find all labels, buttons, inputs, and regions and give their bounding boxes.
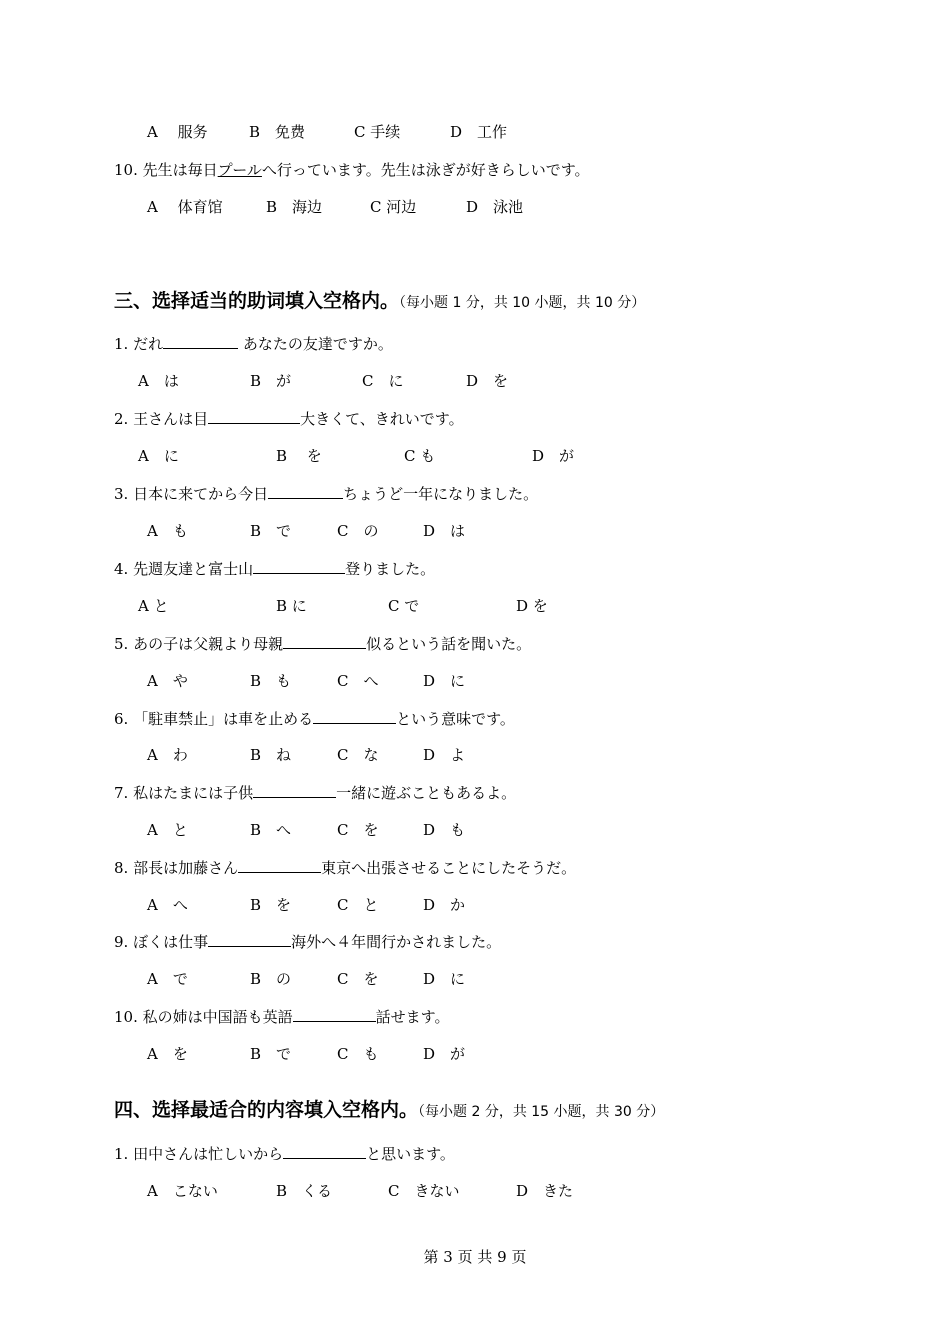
s3-question-4	[114, 558, 435, 579]
s3q10-option-d: D が	[423, 1045, 466, 1063]
question-text-pre: だれ	[133, 335, 164, 353]
q10-option-b: B 海边	[266, 198, 323, 216]
s3q5-option-c: C へ	[337, 672, 379, 690]
s3q10-option-c: C も	[337, 1045, 379, 1063]
answer-blank	[163, 333, 238, 349]
question-10	[114, 160, 590, 180]
q9-option-a: A 服务	[147, 123, 208, 141]
s3q2-option-d: D が	[532, 447, 575, 465]
question-number: 10.	[114, 161, 138, 179]
s3-question-6	[114, 708, 515, 729]
s3-question-5	[114, 633, 531, 654]
question-number: 8.	[114, 859, 129, 877]
s3-question-10	[114, 1006, 449, 1027]
s3q9-option-d: D に	[423, 970, 466, 988]
s3q5-option-a: A や	[147, 672, 188, 690]
page-number-footer: 第 3 页 共 9 页	[423, 1248, 527, 1266]
s3q1-option-c: C に	[362, 372, 404, 390]
question-number: 2.	[114, 410, 129, 428]
section-4-note: （每小题 2 分，共 15 小题，共 30 分）	[418, 1104, 665, 1120]
s3q10-option-b: B で	[250, 1045, 292, 1063]
s3-question-2	[114, 408, 464, 429]
s3q5-option-b: B も	[250, 672, 292, 690]
section-3-heading	[114, 289, 645, 315]
s3q4-option-b: B に	[276, 597, 307, 615]
question-number: 4.	[114, 560, 129, 578]
question-text-post: 登りました。	[345, 560, 436, 578]
q9-option-d: D 工作	[450, 123, 508, 141]
question-text-pre: あの子は父親より母親	[133, 635, 284, 653]
question-text-pre: 私の姉は中国語も英語	[142, 1008, 293, 1026]
answer-blank	[268, 483, 343, 499]
s3q8-option-b: B を	[250, 896, 292, 914]
s3q7-option-c: C を	[337, 821, 379, 839]
s3q3-option-b: B で	[250, 522, 292, 540]
question-number: 1.	[114, 1145, 129, 1163]
s3q3-option-c: C の	[337, 522, 379, 540]
s3q6-option-d: D よ	[423, 746, 466, 764]
question-text-post: 海外へ４年間行かされました。	[291, 933, 502, 951]
section-3-note: （每小题 1 分，共 10 小题，共 10 分）	[399, 295, 646, 311]
answer-blank	[208, 408, 300, 424]
answer-blank	[208, 931, 291, 947]
s3q4-option-c: C で	[388, 597, 420, 615]
q10-option-d: D 泳池	[466, 198, 524, 216]
s3-question-8	[114, 857, 576, 878]
q10-option-a: A 体育馆	[147, 198, 223, 216]
question-text-post: 似るという話を聞いた。	[366, 635, 532, 653]
question-text-post: と思います。	[366, 1145, 455, 1163]
section-4-heading	[114, 1098, 664, 1124]
s3q8-option-d: D か	[423, 896, 466, 914]
s3q2-option-c: C も	[404, 447, 436, 465]
s3-question-3	[114, 483, 538, 504]
section-4-title: 四、选择最适合的内容填入空格内。	[114, 1099, 419, 1121]
s3q6-option-c: C な	[337, 746, 379, 764]
question-text-post: 大きくて、きれいです。	[300, 410, 464, 428]
s3q6-option-b: B ね	[250, 746, 292, 764]
question-text-post: 一緒に遊ぶこともあるよ。	[336, 784, 517, 802]
s3q7-option-a: A と	[147, 821, 188, 839]
s3q8-option-a: A へ	[147, 896, 188, 914]
s3q9-option-b: B の	[250, 970, 292, 988]
q9-option-c: C 手续	[354, 123, 401, 141]
s3q5-option-d: D に	[423, 672, 466, 690]
s3q3-option-a: A も	[147, 522, 188, 540]
question-text-post: という意味です。	[396, 710, 515, 728]
s3q6-option-a: A わ	[147, 746, 188, 764]
question-text-post: 東京へ出張させることにしたそうだ。	[321, 859, 577, 877]
underlined-word: プール	[217, 161, 262, 179]
s3q2-option-a: A に	[138, 447, 179, 465]
s3q1-option-b: B が	[250, 372, 292, 390]
s4-question-1	[114, 1143, 455, 1164]
answer-blank	[253, 558, 345, 574]
s4q1-option-b: B くる	[276, 1182, 333, 1200]
s3-question-9	[114, 931, 501, 952]
question-text-pre: 先生は毎日	[142, 161, 218, 179]
question-text-post: へ行っています。先生は泳ぎが好きらしいです。	[261, 161, 590, 179]
answer-blank	[313, 708, 396, 724]
s3q2-option-b: B を	[276, 447, 322, 465]
q9-option-b: B 免费	[249, 123, 306, 141]
s3q9-option-c: C を	[337, 970, 379, 988]
s3q4-option-a: A と	[138, 597, 169, 615]
question-text-pre: 部長は加藤さん	[133, 859, 239, 877]
question-number: 9.	[114, 933, 129, 951]
s3-question-7	[114, 782, 516, 803]
s3q7-option-b: B へ	[250, 821, 292, 839]
s3q3-option-d: D は	[423, 522, 466, 540]
s4q1-option-a: A こない	[147, 1182, 218, 1200]
s3q4-option-d: D を	[516, 597, 548, 615]
s3q8-option-c: C と	[337, 896, 379, 914]
question-number: 6.	[114, 710, 129, 728]
question-number: 10.	[114, 1008, 138, 1026]
s3q9-option-a: A で	[147, 970, 188, 988]
question-text-pre: 「駐車禁止」は車を止める	[133, 710, 314, 728]
question-number: 1.	[114, 335, 129, 353]
q10-option-c: C 河边	[370, 198, 417, 216]
s3q7-option-d: D も	[423, 821, 466, 839]
answer-blank	[293, 1006, 376, 1022]
question-text-pre: 私はたまには子供	[133, 784, 254, 802]
s4q1-option-d: D きた	[516, 1182, 574, 1200]
question-text-pre: 日本に来てから今日	[133, 485, 269, 503]
question-number: 3.	[114, 485, 129, 503]
question-text-post: ちょうど一年になりました。	[343, 485, 539, 503]
question-text-pre: 先週友達と富士山	[133, 560, 254, 578]
question-text-pre: 王さんは目	[133, 410, 209, 428]
section-3-title: 三、选择适当的助词填入空格内。	[114, 290, 400, 312]
s3-question-1	[114, 333, 393, 354]
question-number: 5.	[114, 635, 129, 653]
answer-blank	[253, 782, 336, 798]
question-number: 7.	[114, 784, 129, 802]
question-text-post: あなたの友達ですか。	[238, 335, 393, 353]
s3q1-option-d: D を	[466, 372, 509, 390]
answer-blank	[283, 633, 366, 649]
question-text-post: 話せます。	[375, 1008, 450, 1026]
question-text-pre: ぼくは仕事	[133, 933, 209, 951]
s4q1-option-c: C きない	[388, 1182, 460, 1200]
s3q1-option-a: A は	[138, 372, 179, 390]
s3q10-option-a: A を	[147, 1045, 188, 1063]
question-text-pre: 田中さんは忙しいから	[133, 1145, 284, 1163]
answer-blank	[238, 857, 321, 873]
answer-blank	[283, 1143, 366, 1159]
